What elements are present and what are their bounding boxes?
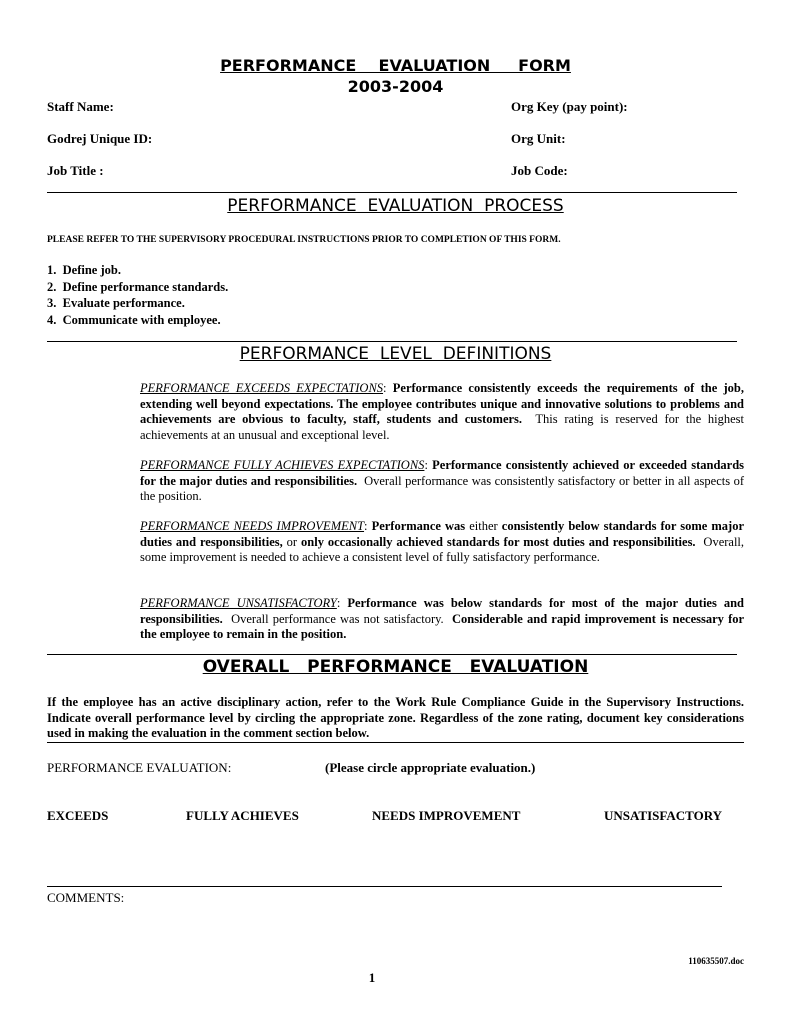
definition-bold-text: Performance consistently exceeds the requirements of the job, extending well beyond expectations. The employee contributes unique and innovative solutions to problems and achievements are obvious to faculty, staff, students and customers. <box>140 381 744 426</box>
process-steps-list <box>47 262 228 328</box>
form-year: 2003-2004 <box>347 77 444 96</box>
definition-text: Overall performance was consistently satisfactory or better in all aspects of the position. <box>140 473 745 503</box>
definition-fully-achieves: PERFORMANCE FULLY ACHIEVES EXPECTATIONS: Performance consistently achieved or exceeded standards for the major duties and responsibilities. Overall performance was consistently satisfactory or better in all aspects of the position. <box>140 458 745 503</box>
comments-line <box>47 886 722 887</box>
list-item: 3. Evaluate performance. <box>47 296 185 310</box>
list-item: 2. Define performance standards. <box>47 279 229 294</box>
list-item: 1. Define job. <box>47 263 121 277</box>
document-id: 110635507.doc <box>688 956 744 966</box>
org-unit-field[interactable]: Org Unit: <box>511 131 566 146</box>
definition-bold-text: only occasionally achieved standards for most duties and responsibilities. <box>301 534 696 549</box>
definition-text: either <box>469 519 498 533</box>
zone-needs-improvement[interactable]: NEEDS IMPROVEMENT <box>372 808 521 823</box>
divider-line <box>47 341 737 342</box>
zone-exceeds[interactable]: EXCEEDS <box>47 808 109 823</box>
divider-line <box>47 192 737 193</box>
process-instruction: PLEASE REFER TO THE SUPERVISORY PROCEDURAL INSTRUCTIONS PRIOR TO COMPLETION OF THIS FORM. <box>47 235 561 245</box>
form-title: PERFORMANCE EVALUATION FORM <box>220 56 571 75</box>
definition-text: This rating is reserved for the highest achievements at an unusual and exceptional level. <box>140 412 744 442</box>
definition-bold-text: Considerable and rapid improvement is necessary for the employee to remain in the position. <box>140 611 745 641</box>
process-title: PERFORMANCE EVALUATION PROCESS <box>227 196 564 216</box>
staff-name-field[interactable]: Staff Name: <box>47 99 114 114</box>
definition-label: PERFORMANCE FULLY ACHIEVES EXPECTATIONS <box>140 458 425 472</box>
comments-field[interactable]: COMMENTS: <box>47 890 125 905</box>
evaluation-note: (Please circle appropriate evaluation.) <box>325 760 536 775</box>
definition-unsatisfactory: PERFORMANCE UNSATISFACTORY: Performance was below standards for most of the major duties and responsibilities. Overall performance was not satisfactory. Considerable and rapid improvement is necessary for the employee to remain in the position. <box>140 596 745 641</box>
job-code-field[interactable]: Job Code: <box>511 163 568 178</box>
evaluation-label: PERFORMANCE EVALUATION: <box>47 760 232 775</box>
definition-bold-text: consistently below standards for some major duties and responsibilities, <box>140 519 745 549</box>
definition-bold-text: Performance consistently achieved or exceeded standards for the major duties and responsibilities. <box>140 458 745 488</box>
definition-bold-text: Performance was below standards for most of the major duties and responsibilities. <box>140 596 744 626</box>
divider-line <box>47 742 744 743</box>
overall-title: OVERALL PERFORMANCE EVALUATION <box>202 657 589 677</box>
definition-text: Overall, some improvement is needed to achieve a consistent level of fully satisfactory performance. <box>140 534 745 564</box>
definition-label: PERFORMANCE NEEDS IMPROVEMENT <box>140 519 365 533</box>
list-item: 4. Communicate with employee. <box>47 312 221 327</box>
definitions-title: PERFORMANCE LEVEL DEFINITIONS <box>239 344 552 364</box>
zone-fully-achieves[interactable]: FULLY ACHIEVES <box>186 808 299 823</box>
definition-needs-improvement: PERFORMANCE NEEDS IMPROVEMENT: Performance was either consistently below standards for some major duties and responsibilities, or only occasionally achieved standards for most duties and responsibilities. Overall, some improvement is needed to achieve a consistent level of fully satisfactory performance. <box>140 519 745 564</box>
definition-bold-text: Performance was <box>371 519 466 533</box>
definition-exceeds: PERFORMANCE EXCEEDS EXPECTATIONS: Performance consistently exceeds the requirements of the job, extending well beyond expectations. The employee contributes unique and innovative solutions to problems and achievements are obvious to faculty, staff, students and customers. This rating is reserved for the highest achievements at an unusual and exceptional level. <box>140 381 744 442</box>
org-key-field[interactable]: Org Key (pay point): <box>511 99 628 114</box>
definition-label: PERFORMANCE EXCEEDS EXPECTATIONS <box>140 381 384 395</box>
zone-unsatisfactory[interactable]: UNSATISFACTORY <box>604 808 723 823</box>
definition-label: PERFORMANCE UNSATISFACTORY <box>140 596 337 610</box>
definition-text: Overall performance was not satisfactory. <box>231 611 444 626</box>
definition-text: or <box>286 534 298 549</box>
overall-instructions: If the employee has an active disciplinary action, refer to the Work Rule Compliance Guide in the Supervisory Instructions. Indicate overall performance level by circling the appropriate zone. Regardless of the zone rating, document key considerations used in making the evaluation in the comment section below. <box>47 695 744 740</box>
job-title-field[interactable]: Job Title : <box>47 163 104 178</box>
godrej-id-field[interactable]: Godrej Unique ID: <box>47 131 153 146</box>
divider-line <box>47 654 737 655</box>
page-number: 1 <box>368 970 376 985</box>
